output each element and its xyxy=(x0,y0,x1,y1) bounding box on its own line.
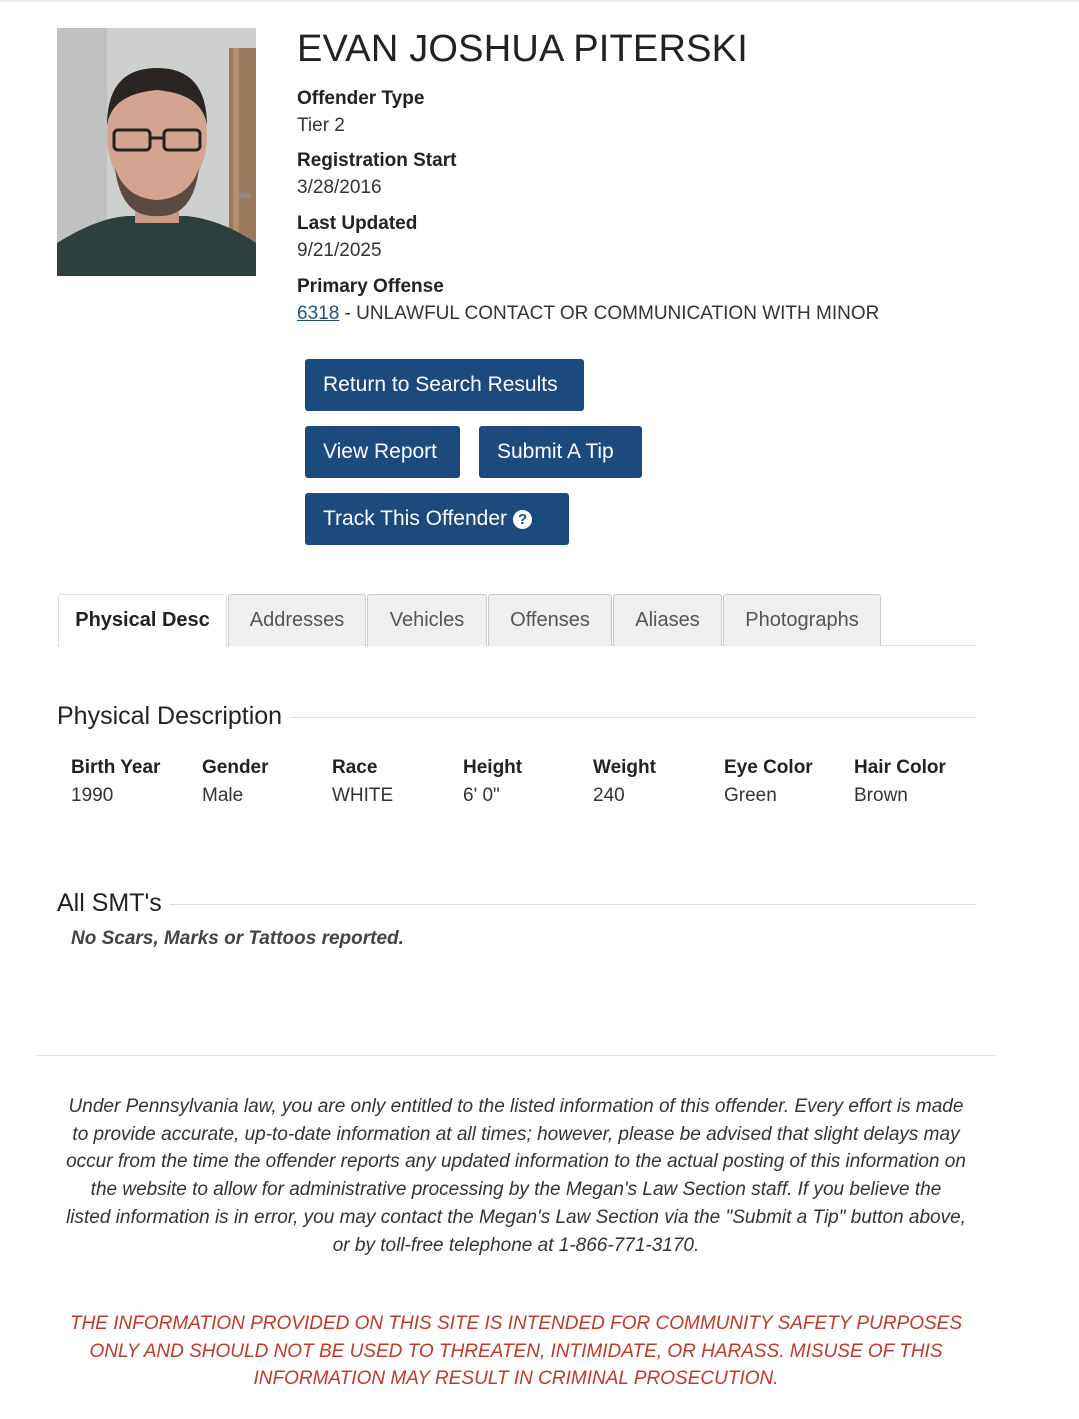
misuse-warning: THE INFORMATION PROVIDED ON THIS SITE IS INTENDED FOR COMMUNITY SAFETY PURPOSES ONLY AND SHOULD NOT BE USED TO THREATEN, INTIMIDATE, OR HARASS. MISUSE OF THIS INFORMATION MAY RESULT IN CRIMINAL PROSECUTION. xyxy=(69,1313,963,1390)
race-field xyxy=(332,756,393,812)
question-circle-icon: ? xyxy=(513,510,532,529)
birth-year-label: Birth Year xyxy=(71,757,161,778)
offense-description: - UNLAWFUL CONTACT OR COMMUNICATION WITH MINOR xyxy=(339,303,880,324)
footer-divider xyxy=(36,1055,996,1056)
return-to-search-button[interactable]: Return to Search Results xyxy=(305,359,584,411)
view-report-button[interactable]: View Report xyxy=(305,426,460,478)
top-border xyxy=(0,0,1079,2)
tab-photographs[interactable]: Photographs xyxy=(723,594,881,646)
eye-color-field xyxy=(724,756,813,812)
tab-offenses[interactable]: Offenses xyxy=(488,594,612,646)
gender-label: Gender xyxy=(202,757,269,778)
last-updated-field xyxy=(297,211,417,265)
eye-color-value: Green xyxy=(724,785,777,806)
weight-value: 240 xyxy=(593,785,625,806)
primary-offense-value xyxy=(297,300,879,328)
hair-color-value: Brown xyxy=(854,785,908,806)
offender-name: EVAN JOSHUA PITERSKI xyxy=(297,28,748,70)
height-label: Height xyxy=(463,757,523,778)
registration-start-label: Registration Start xyxy=(297,150,457,171)
smt-text: No Scars, Marks or Tattoos reported. xyxy=(71,928,404,949)
tab-aliases[interactable]: Aliases xyxy=(613,594,722,646)
gender-value: Male xyxy=(202,785,244,806)
track-offender-label: Track This Offender xyxy=(323,507,508,530)
physical-description-title: Physical Description xyxy=(57,701,290,731)
eye-color-label: Eye Color xyxy=(724,757,813,778)
last-updated-label: Last Updated xyxy=(297,213,418,234)
offender-type-label: Offender Type xyxy=(297,88,425,109)
section-divider xyxy=(57,904,976,905)
tab-addresses[interactable]: Addresses xyxy=(228,594,366,646)
track-offender-button[interactable] xyxy=(305,493,569,545)
offender-type-field xyxy=(297,86,424,140)
height-field xyxy=(463,756,522,812)
gender-field xyxy=(202,756,269,812)
last-updated-value: 9/21/2025 xyxy=(297,240,382,261)
tab-physical-desc[interactable]: Physical Desc xyxy=(58,594,227,647)
primary-offense-field xyxy=(297,274,879,328)
offender-photo xyxy=(57,28,256,276)
height-value: 6' 0" xyxy=(463,785,500,806)
registration-start-value: 3/28/2016 xyxy=(297,177,382,198)
primary-offense-label: Primary Offense xyxy=(297,276,444,297)
race-value: WHITE xyxy=(332,785,394,806)
smt-title: All SMT's xyxy=(57,888,170,918)
physical-description-header xyxy=(57,701,976,731)
weight-label: Weight xyxy=(593,757,656,778)
smt-header xyxy=(57,888,976,918)
hair-color-label: Hair Color xyxy=(854,757,946,778)
birth-year-field xyxy=(71,756,160,812)
race-label: Race xyxy=(332,757,378,778)
hair-color-field xyxy=(854,756,946,812)
registration-start-field xyxy=(297,148,456,202)
tab-vehicles[interactable]: Vehicles xyxy=(367,594,487,646)
offender-type-value: Tier 2 xyxy=(297,115,345,136)
offense-code-link[interactable]: 6318 xyxy=(297,303,340,324)
legal-disclaimer: Under Pennsylvania law, you are only entitled to the listed information of this offender. Every effort is made to provide accurate, up-to-date information at all times; however, please be advised that slight delays may occur from the time the offender reports any updated information to the actual posting of this information on the website to allow for administrative processing by the Megan's Law Section staff. If you believe the listed information is in error, you may contact the Megan's Law Section via the "Submit a Tip" button above, or by toll-free telephone at 1-866-771-3170. xyxy=(66,1096,966,1256)
birth-year-value: 1990 xyxy=(71,785,114,806)
weight-field xyxy=(593,756,656,812)
submit-tip-button[interactable]: Submit A Tip xyxy=(479,426,642,478)
